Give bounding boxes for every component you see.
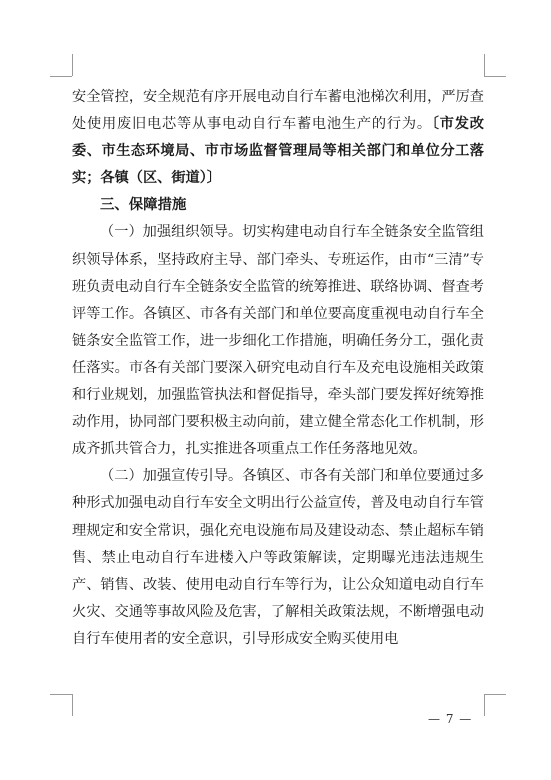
crop-mark-top-right-h: [484, 76, 506, 77]
crop-mark-top-left-h: [50, 76, 72, 77]
crop-mark-bottom-right-h: [484, 694, 506, 695]
section-heading: 三、保障措施: [100, 197, 187, 214]
item-1-paragraph: [72, 219, 484, 463]
crop-mark-bottom-left-v: [72, 694, 73, 716]
continuation-text: 安全管控，安全规范有序开展电动自行车蓄电池梯次利用，严厉查处使用废旧电芯等从事电动自行车蓄电池生产的行为。: [72, 89, 484, 133]
crop-mark-top-left-v: [72, 54, 73, 76]
item-1-heading: （一）加强组织领导。: [100, 224, 243, 241]
item-2-heading: （二）加强宣传引导。: [100, 468, 243, 485]
item-1-text: 切实构建电动自行车全链条安全监管组织领导体系，坚持政府主导、部门牵头、专班运作，由市“三清”专班负责电动自行车全链条安全监管的统筹推进、联络协调、督查考评等工作。各镇区、市各有关部门和单位要高度重视电动自行车全链条安全监管工作，进一步细化工作措施，明确任务分工，强化责任落实。市各有关部门要深入研究电动自行车及充电设施相关政策和行业规划，加强监管执法和督促指导，牵头部门要发挥好统筹推动作用，协同部门要积极主动向前，建立健全常态化工作机制，形成齐抓共管合力，扎实推进各项重点工作任务落地见效。: [72, 224, 484, 458]
responsibility-note: 〔市发改委、市生态环境局、市市场监督管理局等相关部门和单位分工落实；各镇（区、街道）〕: [72, 116, 484, 187]
crop-mark-bottom-left-h: [50, 694, 72, 695]
page-number: — 7 —: [428, 712, 473, 726]
item-2-text: 各镇区、市各有关部门和单位要通过多种形式加强电动自行车安全文明出行公益宣传，普及电动自行车管理规定和安全常识，强化充电设施布局及建设动态、禁止超标车销售、禁止电动自行车进楼入户等政策解读，定期曝光违法违规生产、销售、改装、使用电动自行车等行为，让公众知道电动自行车火灾、交通等事故风险及危害，了解相关政策法规，不断增强电动自行车使用者的安全意识，引导形成安全购买使用电: [72, 468, 484, 647]
item-2-paragraph: [72, 463, 484, 653]
crop-mark-top-right-v: [484, 54, 485, 76]
document-body: [72, 84, 484, 653]
continuation-paragraph: [72, 84, 484, 192]
